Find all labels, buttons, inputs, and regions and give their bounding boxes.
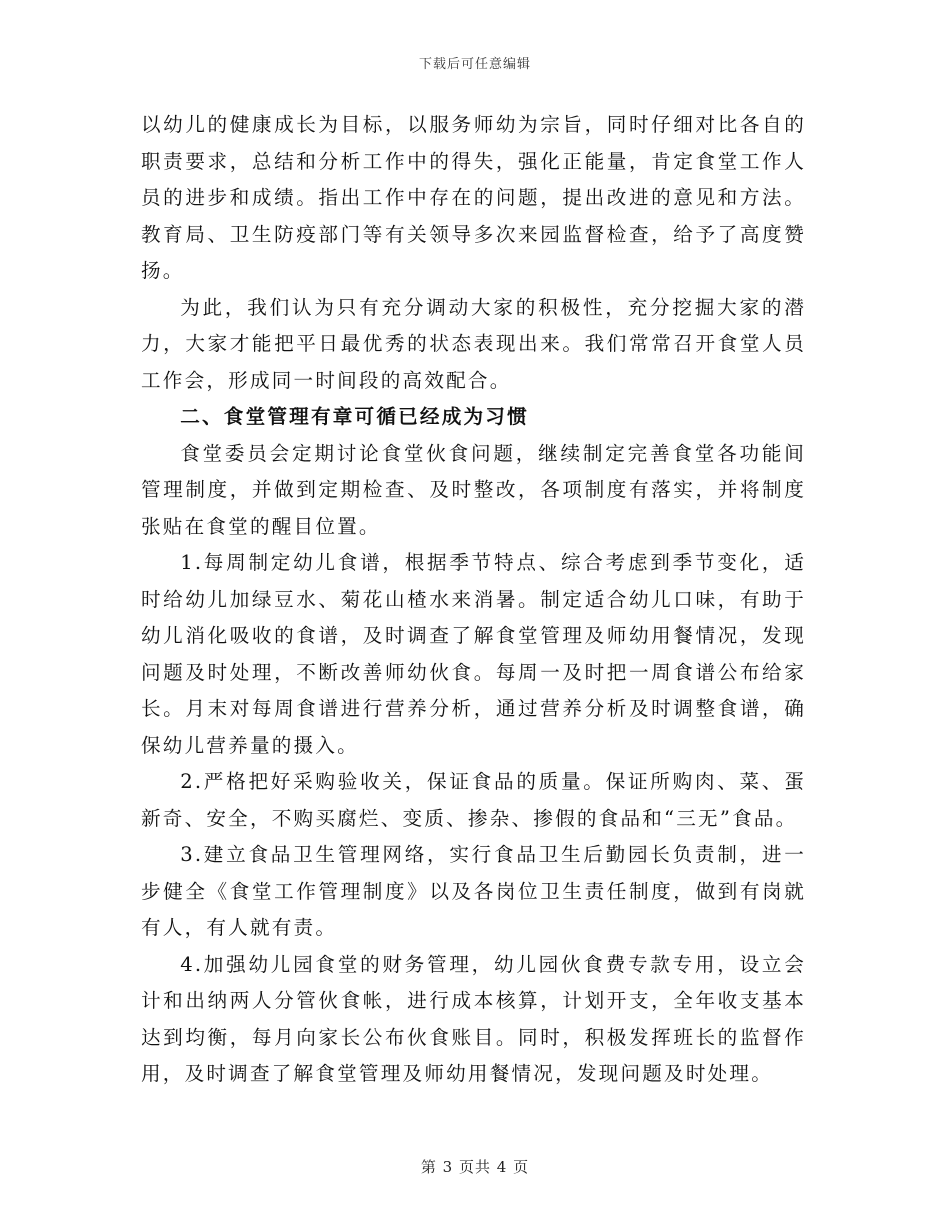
- section-heading: 二、食堂管理有章可循已经成为习惯: [180, 405, 529, 428]
- paragraph-continuation: 以幼儿的健康成长为目标，以服务师幼为宗旨，同时仔细对比各自的职责要求，总结和分析工作中的得失，强化正能量，肯定食堂工作人员的进步和成绩。指出工作中存在的问题，提出改进的意见和方法。教育局、卫生防疫部门等有关领导多次来园监督检查，给予了高度赞扬。: [141, 113, 806, 282]
- list-item-3-hygiene-network: 3.建立食品卫生管理网络，实行食品卫生后勤园长负责制，进一步健全《食堂工作管理制度》以及各岗位卫生责任制度，做到有岗就有人，有人就有责。: [141, 843, 806, 939]
- paragraph-committee: 食堂委员会定期讨论食堂伙食问题，继续制定完善食堂各功能间管理制度，并做到定期检查、及时整改，各项制度有落实，并将制度张贴在食堂的醒目位置。: [141, 441, 806, 538]
- page-number-footer: 第 3 页共 4 页: [420, 1158, 530, 1176]
- list-item-4-finance: 4.加强幼儿园食堂的财务管理，幼儿园伙食费专款专用，设立会计和出纳两人分管伙食帐，进行成本核算，计划开支，全年收支基本达到均衡，每月向家长公布伙食账目。同时，积极发挥班长的监督作用，及时调查了解食堂管理及师幼用餐情况，发现问题及时处理。: [141, 952, 806, 1085]
- paragraph-motivation: 为此，我们认为只有充分调动大家的积极性，充分挖掘大家的潜力，大家才能把平日最优秀的状态表现出来。我们常常召开食堂人员工作会，形成同一时间段的高效配合。: [141, 295, 806, 392]
- document-body: [141, 107, 806, 1093]
- page-header: 下载后可任意编辑: [418, 57, 531, 72]
- list-item-2-procurement: 2.严格把好采购验收关，保证食品的质量。保证所购肉、菜、蛋新奇、安全，不购买腐烂、变质、掺杂、掺假的食品和“三无”食品。: [141, 770, 806, 830]
- list-item-1-weekly-menu: 1.每周制定幼儿食谱，根据季节特点、综合考虑到季节变化，适时给幼儿加绿豆水、菊花山楂水来消暑。制定适合幼儿口味，有助于幼儿消化吸收的食谱，及时调查了解食堂管理及师幼用餐情况，发现问题及时处理，不断改善师幼伙食。每周一及时把一周食谱公布给家长。月末对每周食谱进行营养分析，通过营养分析及时调整食谱，确保幼儿营养量的摄入。: [141, 551, 806, 757]
